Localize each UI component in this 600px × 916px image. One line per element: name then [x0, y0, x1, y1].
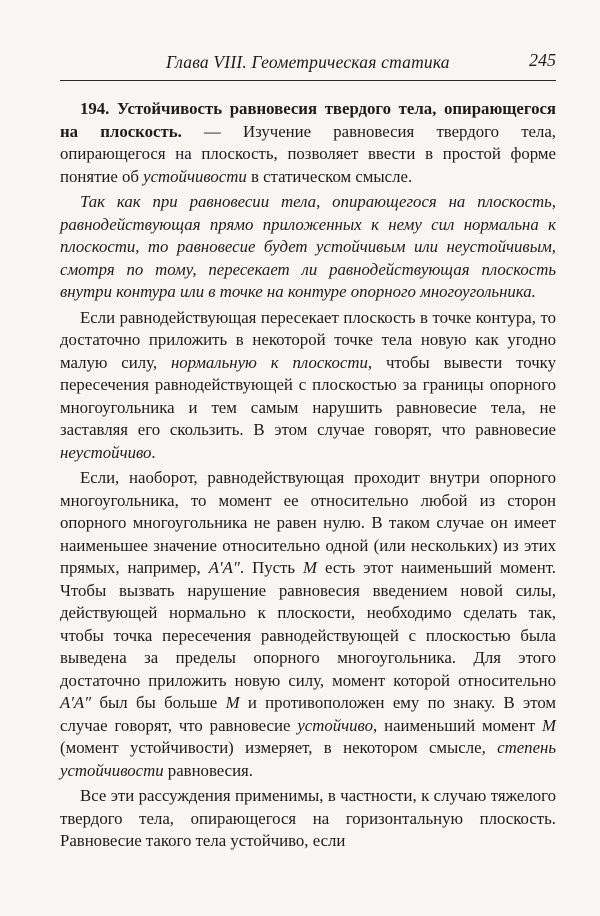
emphasis-run: неустойчиво — [60, 442, 152, 462]
section-number: 194. — [80, 99, 110, 118]
text-run: , чтобы вывести точку пересечения равнодействующей с плоскостью за границы опорного многоугольника и тем самым нарушить равновесие тела, не заставляя его скользить. В этом случае говорят, что равновесие — [60, 352, 556, 439]
emphasis-run: M — [303, 558, 317, 577]
text-run: Если равнодействующая пересекает плоскость в точке контура, то достаточно приложить в некоторой точке тела новую как угодно малую силу, — [60, 307, 556, 372]
text-run: есть этот наименьший момент. Чтобы вызвать нарушение равновесия введением новой силы, действующей нормально к плоскости, необходимо сделать так, чтобы точка пересечения равнодействующей с плоскостью была выведена за пределы опорного многоугольника. Для этого достаточно приложить новую силу, момент которой относительно — [60, 558, 556, 690]
text-run: равновесия. — [163, 760, 253, 780]
text-run: . Пусть — [239, 558, 303, 577]
paragraph-3 — [60, 307, 556, 465]
paragraph-1 — [60, 98, 556, 188]
section-dash: — — [181, 121, 243, 141]
paragraph-2 — [60, 191, 556, 304]
emphasis-run: M — [542, 715, 556, 735]
page-number: 245 — [529, 50, 556, 70]
emphasis-run: степень устойчивости — [60, 738, 556, 780]
text-run: был бы больше — [91, 693, 226, 712]
emphasis-run: A′A″ — [208, 558, 240, 577]
emphasis-run: устойчиво — [297, 715, 373, 735]
text-run: Если, наоборот, равнодействующая проходит внутри опорного многоугольника, то момент ее относительно любой из сторон опорного многоугольника не равен нулю. В таком случае он имеет наименьшее значение относительно одной (или нескольких) из этих прямых, например, — [60, 468, 556, 577]
emphasis-run: M — [225, 693, 240, 712]
paragraph-4 — [60, 467, 556, 782]
text-run: Все эти рассуждения применимы, в частности, к случаю тяжелого твердого тела, опирающегося на горизонтальную плоскость. Равновесие такого тела устойчиво, если — [60, 786, 556, 850]
page-body — [60, 98, 556, 853]
emphasis-run: устойчивости — [143, 166, 247, 186]
emphasis-run: нормальную к плоскости — [170, 352, 368, 372]
text-run: . — [151, 442, 156, 462]
emphasis-run: A′A″ — [60, 693, 92, 712]
text-run: Изучение равновесия твердого тела, опирающегося на плоскость, позволяет ввести в простой форме понятие об — [60, 121, 557, 186]
emphasis-run: Так как при равновесии тела, опирающегося на плоскость, равнодействующая прямо приложенных к нему сил нормальна к плоскости, то равновесие будет устойчивым или неустойчивым, смотря по тому, пересекает ли равнодействующая плоскость внутри контура или в точке на контуре опорного многоугольника. — [60, 192, 556, 301]
paragraph-5 — [60, 785, 556, 853]
text-run: и противоположен ему по знаку. В этом случае говорят, что равновесие — [60, 693, 557, 735]
running-header — [60, 46, 556, 81]
section-title: Устойчивость равновесия твердого тела, опирающегося на плоскость. — [60, 99, 556, 141]
text-run: , наименьший момент — [372, 715, 542, 735]
text-run: в статическом смысле. — [246, 166, 413, 186]
chapter-title: Глава VIII. Геометрическая статика — [166, 52, 450, 72]
text-run: (момент устойчивости) измеряет, в некотором смысле, — [60, 738, 498, 757]
